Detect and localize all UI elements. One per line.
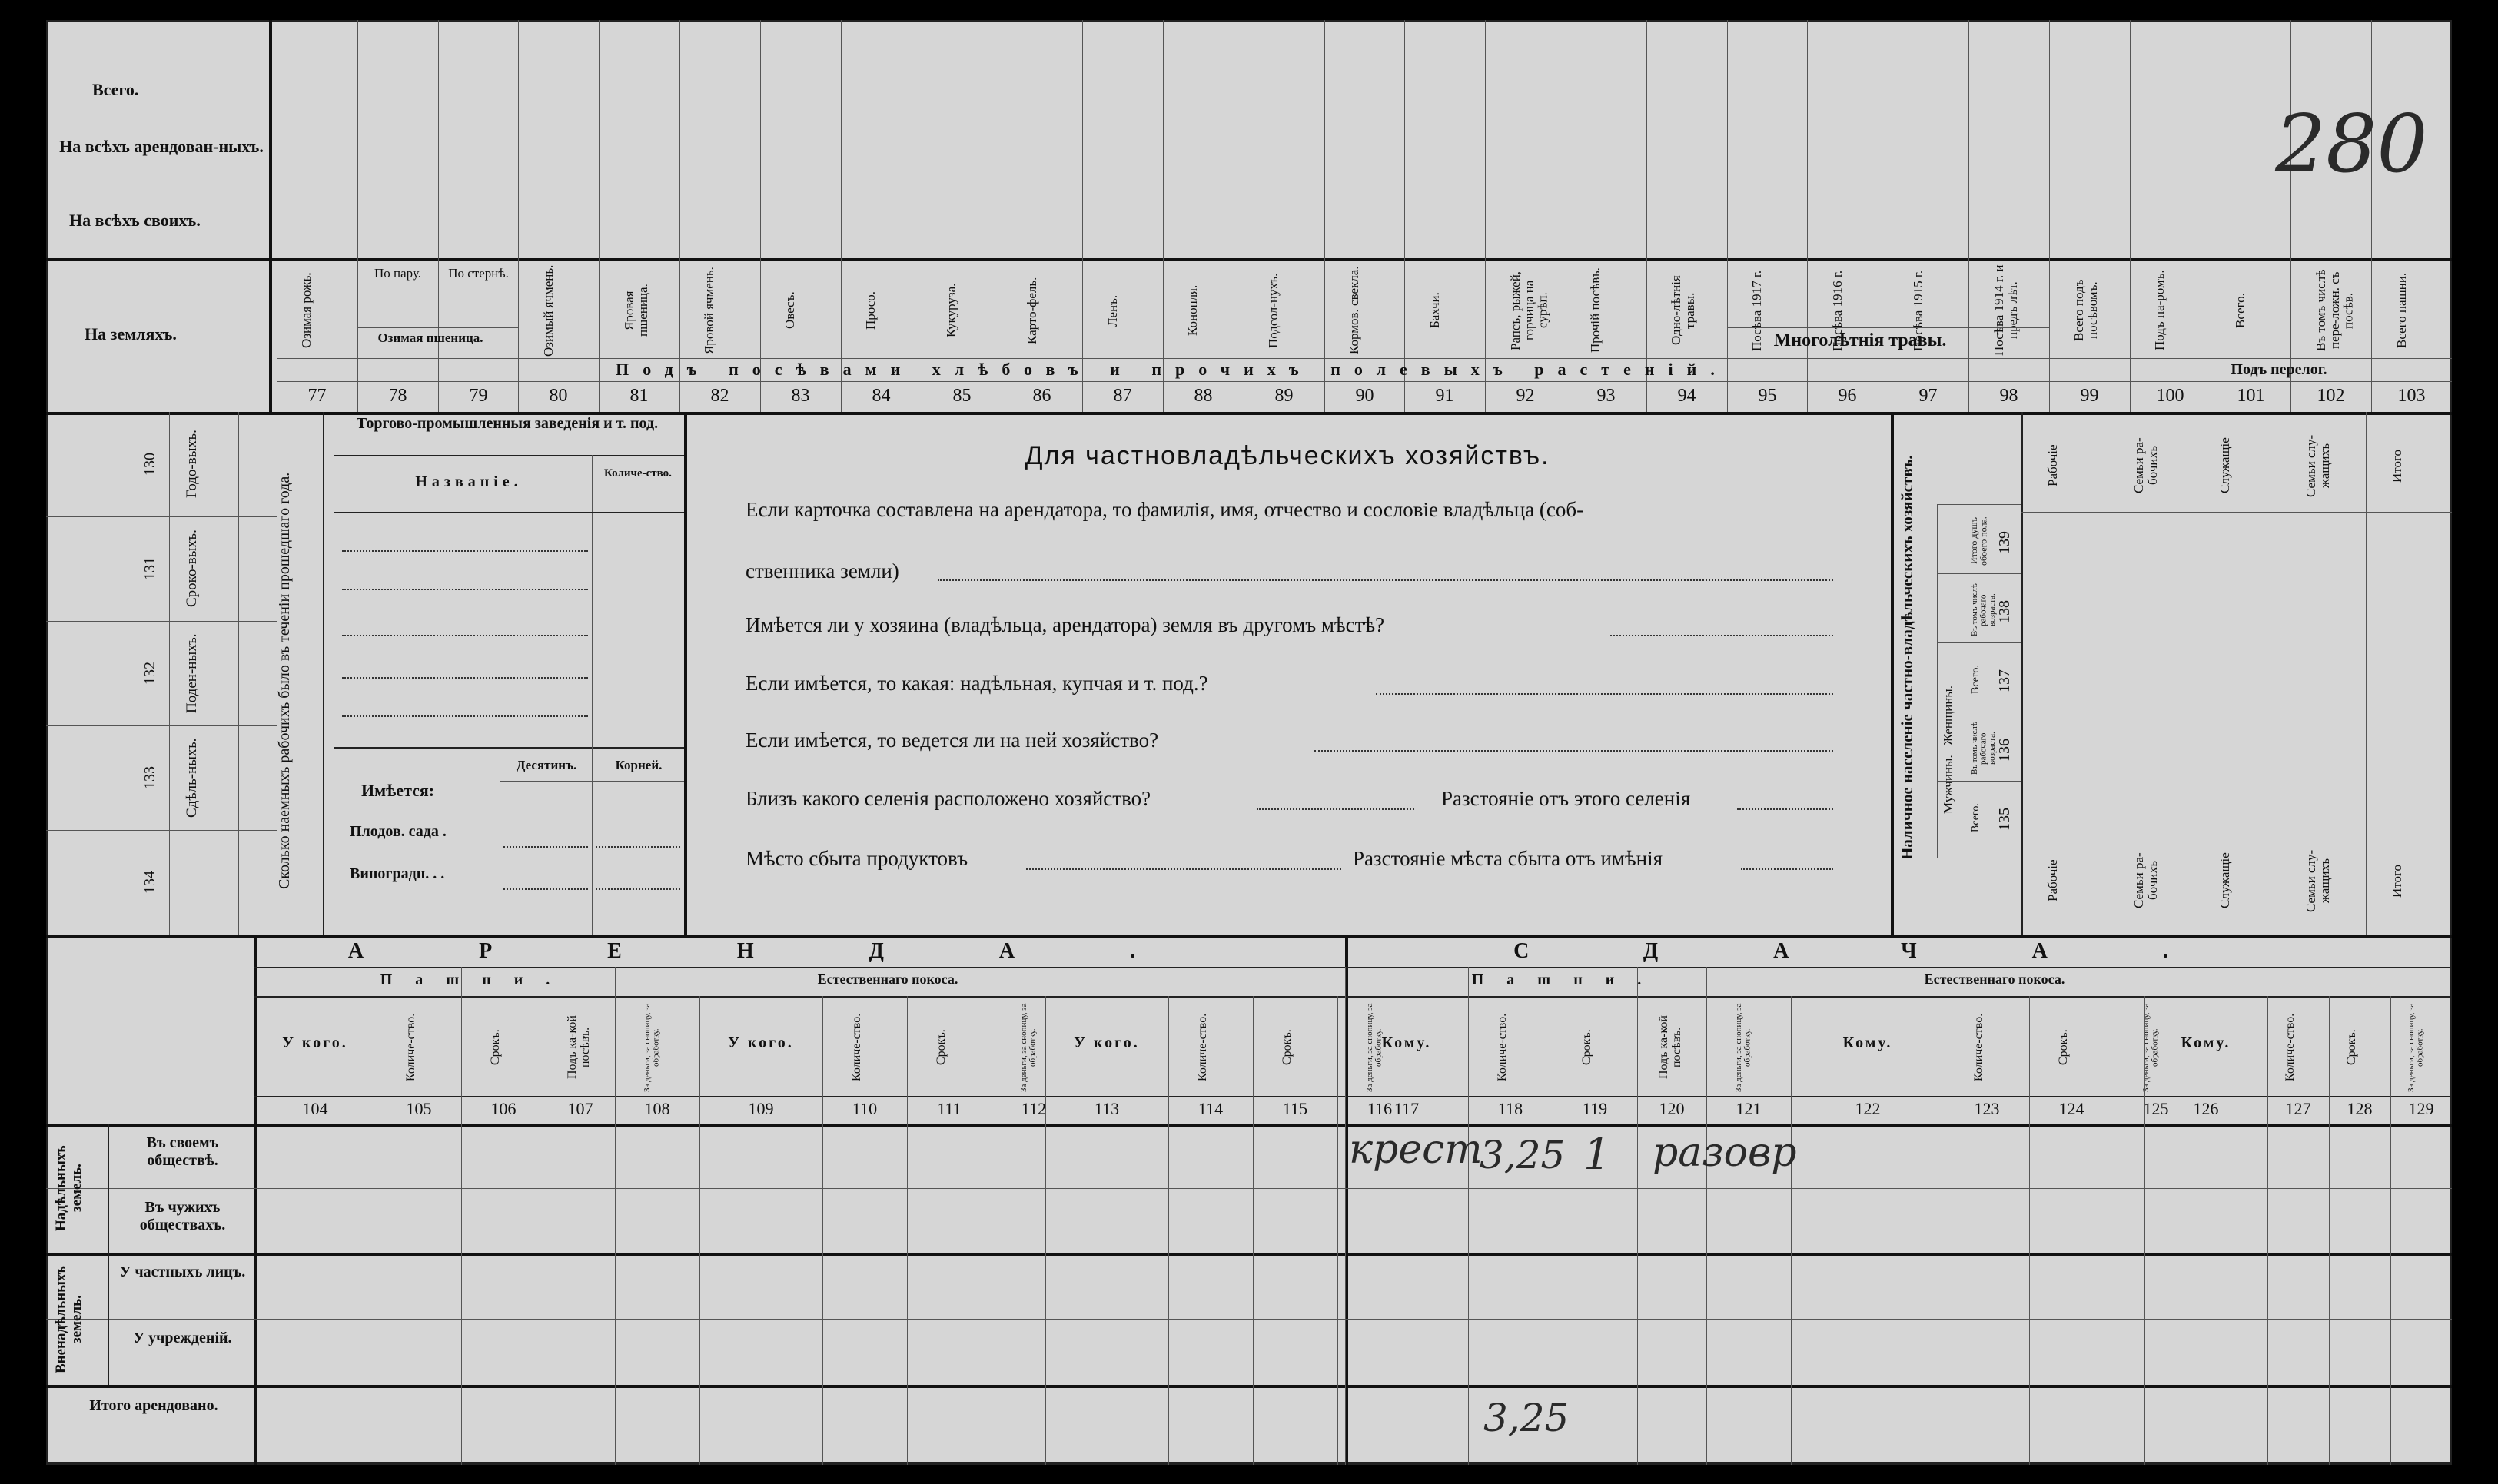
- lease-col-num-107: 107: [567, 1099, 593, 1118]
- working-age-label-w: Въ томъ числѣ рабочаго возраста.: [1970, 583, 1998, 637]
- sowing-col-num-99: 99: [2080, 386, 2099, 406]
- sowing-col-label-97: Посѣва 1915 г.: [1911, 270, 1925, 351]
- fallow-group: Подъ перелог.: [2231, 361, 2327, 378]
- rule: [2029, 996, 2030, 1465]
- sowing-col-label-81: Яровая пшеница.: [622, 284, 650, 337]
- lease-col-num-111: 111: [937, 1099, 962, 1118]
- lease-col-num-117: 117: [1393, 1099, 1420, 1118]
- rule: [1376, 693, 1833, 695]
- has-label: Имѣется:: [361, 781, 435, 800]
- sowing-col-num-89: 89: [1274, 386, 1294, 406]
- sowing-col-label-88: Конопля.: [1185, 284, 1200, 337]
- rule: [1026, 868, 1341, 870]
- rule: [596, 846, 680, 848]
- pop-num-139: 139: [1996, 531, 2013, 554]
- sowing-col-num-86: 86: [1032, 386, 1051, 406]
- rule: [46, 725, 277, 726]
- sowing-col-num-80: 80: [549, 386, 568, 406]
- row-label-total: Всего.: [92, 80, 139, 99]
- trade-title: Торгово-промышленныя заведенія и т. под.: [356, 415, 659, 432]
- lease-col-num-104: 104: [302, 1099, 328, 1118]
- private-line-8: Мѣсто сбыта продуктовъ: [746, 847, 968, 870]
- orchards-label: Плодов. сада .: [350, 823, 447, 840]
- rule: [1727, 20, 1728, 412]
- rule: [2144, 996, 2145, 1465]
- sowing-col-label-90: Кормов. свекла.: [1347, 266, 1361, 355]
- rule: [2371, 20, 2372, 412]
- workers-label-130: Годо-выхъ.: [184, 430, 200, 499]
- sowing-col-num-79: 79: [469, 386, 488, 406]
- lease-col-num-127: 127: [2285, 1099, 2311, 1118]
- men-label: Мужчины.: [1941, 755, 1955, 815]
- lease-col-num-110: 110: [852, 1099, 878, 1118]
- lease-col-num-106: 106: [490, 1099, 517, 1118]
- rule: [841, 20, 842, 412]
- workers-num-133: 133: [141, 766, 158, 789]
- rule: [1741, 868, 1833, 870]
- rule: [46, 1253, 2452, 1256]
- rule: [254, 967, 2452, 968]
- workers-label-132: Поден-ныхъ.: [184, 633, 200, 713]
- sowing-col-num-103: 103: [2397, 386, 2426, 406]
- rule: [1937, 573, 2021, 574]
- sowing-col-label-95: Посѣва 1917 г.: [1749, 270, 1764, 351]
- rule: [1168, 996, 1169, 1465]
- rule: [2366, 412, 2367, 935]
- lease-col-num-115: 115: [1282, 1099, 1308, 1118]
- sowing-col-label-100: Подъ па-ромъ.: [2152, 270, 2167, 351]
- rule: [1637, 967, 1638, 1465]
- rule: [500, 781, 684, 782]
- sowing-col-label-87: Ленъ.: [1105, 294, 1120, 327]
- rule: [1163, 20, 1164, 412]
- lease-header-pod_kakoi-3: Подъ ка-кой посѣвъ.: [1657, 1015, 1683, 1080]
- lease-header-srok-4: Срокъ.: [2057, 1029, 2070, 1066]
- lease-col-num-120: 120: [1659, 1099, 1685, 1118]
- rule: [334, 747, 684, 749]
- total-souls-label: Итого душъ обоего пола.: [1968, 516, 1989, 566]
- sowing-col-label-85: Кукуруза.: [944, 283, 958, 338]
- sowing-col-num-85: 85: [952, 386, 972, 406]
- rule: [1337, 996, 1338, 1465]
- row-label-own: На всѣхъ своихъ.: [69, 211, 201, 230]
- lease-col-num-128: 128: [2347, 1099, 2373, 1118]
- lease-header-kolichestvo-1: Количе-ство.: [850, 1013, 863, 1082]
- rule: [760, 20, 761, 412]
- rule: [1791, 996, 1792, 1465]
- rule: [1324, 20, 1325, 412]
- lease-col-num-126: 126: [2193, 1099, 2219, 1118]
- lease-header-za_dengi-4: За деньги, за снопицу, за обработку.: [2141, 1003, 2160, 1092]
- sowing-col-num-88: 88: [1194, 386, 1213, 406]
- pop-col-top-0: Рабочіе: [2045, 444, 2060, 487]
- lease-header-kolichestvo-3: Количе-ство.: [1496, 1013, 1509, 1082]
- rule: [2329, 996, 2330, 1465]
- sowing-col-label-89: Подсол-нухъ.: [1266, 273, 1281, 348]
- lease-col-num-123: 123: [1974, 1099, 2000, 1118]
- sowing-col-label-102: Въ томъ числѣ пере-ложн. съ посѣв.: [2314, 269, 2356, 352]
- rule: [592, 455, 593, 747]
- pop-col-bottom-3: Семьи слу-жащихъ: [2304, 849, 2332, 912]
- lease-header-who-2: У кого.: [1074, 1034, 1140, 1051]
- lease-col-num-121: 121: [1736, 1099, 1762, 1118]
- pop-col-top-4: Итого: [2390, 449, 2404, 483]
- row-label-rented: На всѣхъ арендован-ныхъ.: [59, 137, 264, 156]
- rule: [599, 20, 600, 412]
- row-group-non-allotment: Вненадѣльныхъ земель.: [53, 1266, 85, 1373]
- sowing-col-label-86: Карто-фель.: [1025, 277, 1039, 344]
- lease-header-who-1: У кого.: [728, 1034, 794, 1051]
- lease-header-kolichestvo-0: Количе-ство.: [404, 1013, 417, 1082]
- rule: [342, 715, 588, 717]
- rule: [1082, 20, 1083, 412]
- lease-col-num-105: 105: [406, 1099, 432, 1118]
- sowing-col-num-102: 102: [2317, 386, 2345, 406]
- rule: [2021, 412, 2023, 935]
- handwritten-crest: крест: [1349, 1127, 1483, 1173]
- lease-header-pod_kakoi-0: Подъ ка-кой посѣвъ.: [566, 1015, 592, 1080]
- lease-header-kolichestvo-4: Количе-ство.: [1972, 1013, 1985, 1082]
- lease-col-num-119: 119: [1582, 1099, 1608, 1118]
- rule: [46, 830, 277, 831]
- rule: [592, 747, 593, 935]
- lease-header-srok-5: Срокъ.: [2345, 1029, 2358, 1066]
- rule: [503, 846, 588, 848]
- pop-col-top-1: Семьи ра-бочихъ: [2131, 437, 2160, 494]
- rule: [342, 677, 588, 679]
- pop-col-bottom-0: Рабочіе: [2045, 859, 2060, 902]
- sowing-col-num-82: 82: [710, 386, 729, 406]
- lease-col-num-125: 125: [2143, 1099, 2169, 1118]
- rule: [2267, 996, 2268, 1465]
- sowing-col-label-84: Просо.: [863, 291, 878, 330]
- sowing-col-num-87: 87: [1113, 386, 1132, 406]
- sdacha-banner: СДАЧА.: [1513, 939, 2284, 963]
- lease-group-pashni-3: Пашни.: [1471, 971, 1665, 988]
- lease-group-pokos-1: Естественнаго покоса.: [817, 971, 958, 987]
- rule: [907, 996, 908, 1465]
- pop-col-top-2: Служащіе: [2217, 437, 2232, 494]
- lease-header-srok-1: Срокъ.: [935, 1029, 948, 1066]
- rule: [1727, 327, 2049, 328]
- sowing-col-label-99: Всего подъ посѣвомъ.: [2071, 279, 2100, 342]
- rule: [2049, 20, 2050, 412]
- rule: [277, 358, 2452, 359]
- sowing-col-label-103: Всего пашни.: [2394, 272, 2409, 349]
- page-number: 280: [2275, 97, 2428, 191]
- private-line-1: Если карточка составлена на арендатора, то фамилія, имя, отчество и сословіе владѣльца (соб-: [746, 498, 1584, 521]
- workers-caption: Сколько наемныхъ рабочихъ было въ теченіи прошедшаго года.: [276, 472, 293, 890]
- rule: [46, 1188, 2452, 1189]
- workers-num-131: 131: [141, 557, 158, 580]
- rule: [254, 996, 2452, 998]
- winter-wheat-group: Озимая пшеница.: [377, 330, 483, 345]
- rule: [1737, 808, 1833, 810]
- lease-col-num-129: 129: [2408, 1099, 2434, 1118]
- rule: [1257, 808, 1414, 810]
- all-label-w: Всего.: [1970, 665, 1981, 694]
- rule: [1807, 20, 1808, 412]
- vineyards-label: Виноградн. . .: [350, 865, 445, 882]
- sowing-col-label-101: Всего.: [2233, 293, 2247, 328]
- sowing-col-num-93: 93: [1596, 386, 1616, 406]
- trade-qty-header: Количе-ство.: [604, 467, 672, 480]
- rule: [2390, 996, 2391, 1465]
- all-label-m: Всего.: [1970, 803, 1981, 832]
- rule: [1485, 20, 1486, 412]
- rule: [46, 1124, 2452, 1127]
- rule: [238, 412, 239, 935]
- rule: [938, 579, 1833, 581]
- sowing-col-label-77: Озимая рожь.: [299, 272, 314, 349]
- lease-group-pashni-0: Пашни.: [380, 971, 573, 988]
- sowing-col-label-83: Овесъ.: [782, 291, 797, 330]
- lease-header-za_dengi-5: За деньги, за снопицу, за обработку.: [2407, 1003, 2425, 1092]
- private-line-2: ственника земли): [746, 559, 899, 583]
- sowing-col-label-96: Посѣва 1916 г.: [1830, 270, 1845, 351]
- rule: [46, 935, 2452, 938]
- row-institutions: У учрежденій.: [133, 1330, 232, 1346]
- lease-col-num-112: 112: [1021, 1099, 1047, 1118]
- rule: [1937, 642, 2021, 643]
- working-age-label-m: Въ томъ числѣ рабочаго возраста.: [1970, 722, 1998, 775]
- rule: [1968, 20, 1969, 412]
- sowing-col-num-90: 90: [1355, 386, 1374, 406]
- lease-header-srok-2: Срокъ.: [1281, 1029, 1294, 1066]
- rule: [1937, 504, 1938, 858]
- rule: [342, 635, 588, 636]
- private-line-6: Близъ какого селенія расположено хозяйство?: [746, 787, 1151, 810]
- sowing-col-num-78: 78: [388, 386, 407, 406]
- sowing-col-num-84: 84: [872, 386, 891, 406]
- perennial-grasses-group: Многолѣтнія травы.: [1773, 330, 1947, 350]
- private-line-7: Разстояніе отъ этого селенія: [1441, 787, 1691, 810]
- lease-header-za_dengi-3: За деньги, за снопицу, за обработку.: [1734, 1003, 1752, 1092]
- rule: [679, 20, 680, 412]
- sowing-col-num-91: 91: [1435, 386, 1454, 406]
- workers-num-132: 132: [141, 662, 158, 685]
- row-own-society: Въ своемъ обществѣ.: [146, 1134, 219, 1169]
- private-line-4: Если имѣется, то какая: надѣльная, купчая и т. под.?: [746, 672, 1208, 695]
- lease-header-srok-0: Срокъ.: [489, 1029, 502, 1066]
- sowing-col-label-80: Озимый ячмень.: [541, 264, 556, 357]
- private-line-9: Разстояніе мѣста сбыта отъ имѣнія: [1353, 847, 1663, 870]
- rule: [1937, 504, 2021, 505]
- sowing-col-num-100: 100: [2156, 386, 2184, 406]
- private-line-3: Имѣется ли у хозяина (владѣльца, арендатора) земля въ другомъ мѣстѣ?: [746, 613, 1385, 636]
- lease-col-num-122: 122: [1855, 1099, 1881, 1118]
- rule: [108, 1124, 109, 1385]
- sowing-col-label-82: Яровой ячмень.: [702, 267, 716, 354]
- workers-num-130: 130: [141, 453, 158, 476]
- workers-label-131: Сроко-выхъ.: [184, 530, 200, 608]
- rule: [46, 621, 277, 622]
- pop-num-138: 138: [1996, 600, 2013, 623]
- rule: [684, 412, 687, 935]
- population-caption: Наличное населеніе частно-владѣльческихъ хозяйствъ.: [1898, 455, 1916, 861]
- lease-header-who-3: Кому.: [1381, 1034, 1432, 1051]
- rule: [1610, 635, 1833, 636]
- rule: [334, 512, 684, 513]
- pop-col-bottom-4: Итого: [2390, 864, 2404, 898]
- lease-header-kolichestvo-2: Количе-ство.: [1196, 1013, 1209, 1082]
- rule: [2021, 512, 2452, 513]
- pop-num-137: 137: [1996, 669, 2013, 692]
- lease-col-num-109: 109: [748, 1099, 774, 1118]
- rule: [46, 1385, 2452, 1388]
- rule: [357, 20, 358, 412]
- rule: [169, 412, 170, 935]
- rule: [503, 888, 588, 890]
- sowing-col-num-83: 83: [791, 386, 810, 406]
- pop-num-135: 135: [1996, 808, 2013, 831]
- rule: [1706, 967, 1707, 1465]
- rule: [342, 589, 588, 590]
- rule: [1314, 750, 1833, 752]
- handwritten-qty: 3,25: [1480, 1133, 1566, 1177]
- rule: [1404, 20, 1405, 412]
- private-line-5: Если имѣется, то ведется ли на ней хозяйство?: [746, 729, 1159, 752]
- rule: [1891, 412, 1894, 935]
- sowing-banner: Подъ посѣвами хлѣбовъ и прочихъ полевыхъ растеній.: [616, 360, 1729, 379]
- pop-col-top-3: Семьи слу-жащихъ: [2304, 434, 2332, 497]
- sowing-col-label-78: По пару.: [374, 266, 421, 281]
- lease-col-num-116: 116: [1367, 1099, 1393, 1118]
- row-other-societies: Въ чужихъ обществахъ.: [139, 1199, 226, 1233]
- rule: [461, 967, 462, 1465]
- lease-header-who-5: Кому.: [2181, 1034, 2231, 1051]
- lease-header-who-0: У кого.: [282, 1034, 348, 1051]
- lease-col-num-124: 124: [2058, 1099, 2084, 1118]
- trade-name-header: Названіе.: [415, 473, 523, 490]
- rule: [596, 888, 680, 890]
- handwritten-term: 1: [1583, 1130, 1611, 1180]
- lease-col-num-114: 114: [1198, 1099, 1224, 1118]
- pop-num-136: 136: [1996, 739, 2013, 762]
- sowing-col-label-92: Рапсъ, рыжей, горчица на сурѣп.: [1508, 271, 1550, 350]
- sowing-col-num-94: 94: [1677, 386, 1696, 406]
- women-label: Женщины.: [1941, 686, 1955, 745]
- sowing-col-num-98: 98: [1999, 386, 2018, 406]
- handwritten-razovr: разовр: [1653, 1130, 1797, 1176]
- sowing-col-num-81: 81: [629, 386, 649, 406]
- lease-header-who-4: Кому.: [1842, 1034, 1893, 1051]
- rule: [277, 381, 2452, 382]
- rule: [822, 996, 823, 1465]
- rule: [615, 967, 616, 1465]
- rule: [2130, 20, 2131, 412]
- lease-col-num-118: 118: [1497, 1099, 1523, 1118]
- handwritten-total: 3,25: [1483, 1396, 1570, 1440]
- sowing-col-num-92: 92: [1516, 386, 1535, 406]
- row-total-leased: Итого арендовано.: [89, 1397, 218, 1414]
- lease-col-num-113: 113: [1094, 1099, 1120, 1118]
- rule: [1646, 20, 1647, 412]
- pop-col-bottom-2: Служащіе: [2217, 852, 2232, 909]
- sowing-col-num-96: 96: [1838, 386, 1857, 406]
- arenda-banner: АРЕНДА.: [347, 939, 1251, 963]
- desyatin-header: Десятинъ.: [516, 758, 577, 772]
- sowing-col-num-95: 95: [1758, 386, 1777, 406]
- lease-header-za_dengi-1: За деньги, за снопицу, за обработку.: [1019, 1003, 1038, 1092]
- rule: [46, 258, 2452, 261]
- rule: [438, 20, 439, 412]
- rule: [323, 412, 324, 935]
- rule: [254, 1096, 2452, 1097]
- sowing-col-label-79: По стернѣ.: [448, 266, 509, 281]
- rule: [699, 996, 700, 1465]
- sowing-col-num-97: 97: [1918, 386, 1938, 406]
- rule: [269, 20, 272, 412]
- sowing-col-num-101: 101: [2237, 386, 2265, 406]
- sowing-col-label-94: Одно-лѣтнія травы.: [1669, 275, 1697, 346]
- lease-header-srok-3: Срокъ.: [1580, 1029, 1593, 1066]
- lease-group-pokos-4: Естественнаго покоса.: [1924, 971, 2065, 987]
- pop-col-bottom-1: Семьи ра-бочихъ: [2131, 852, 2160, 909]
- roots-header: Корней.: [615, 758, 663, 772]
- lease-col-num-108: 108: [644, 1099, 670, 1118]
- sowing-col-num-77: 77: [307, 386, 327, 406]
- rule: [334, 455, 684, 456]
- sowing-col-label-93: Прочій посѣвъ.: [1588, 267, 1603, 354]
- rule: [2290, 20, 2291, 412]
- lease-header-kolichestvo-5: Количе-ство.: [2284, 1013, 2297, 1082]
- lease-header-za_dengi-2: За деньги, за снопицу, за обработку.: [1365, 1003, 1384, 1092]
- rule: [46, 1319, 2452, 1320]
- census-card: [46, 20, 2452, 1465]
- rule: [1468, 967, 1469, 1465]
- rule: [357, 327, 519, 328]
- workers-num-134: 134: [141, 871, 158, 894]
- rule: [518, 20, 519, 412]
- workers-label-133: Сдѣль-ныхъ.: [184, 738, 200, 818]
- sowing-col-label-98: Посѣва 1914 г. и предъ лѣт.: [1991, 264, 2020, 357]
- rule: [46, 516, 277, 517]
- row-private-persons: У частныхъ лицъ.: [119, 1263, 246, 1280]
- sowing-col-label-91: Бахчи.: [1427, 292, 1442, 329]
- lease-header-za_dengi-0: За деньги, за снопицу, за обработку.: [643, 1003, 661, 1092]
- private-title: Для частновладѣльческихъ хозяйствъ.: [1025, 441, 1550, 470]
- row-group-allotment: Надѣльныхъ земель.: [53, 1145, 85, 1231]
- rule: [1253, 996, 1254, 1465]
- rule: [1045, 996, 1046, 1465]
- row-label-on-lands: На земляхъ.: [85, 324, 177, 344]
- rule: [342, 550, 588, 552]
